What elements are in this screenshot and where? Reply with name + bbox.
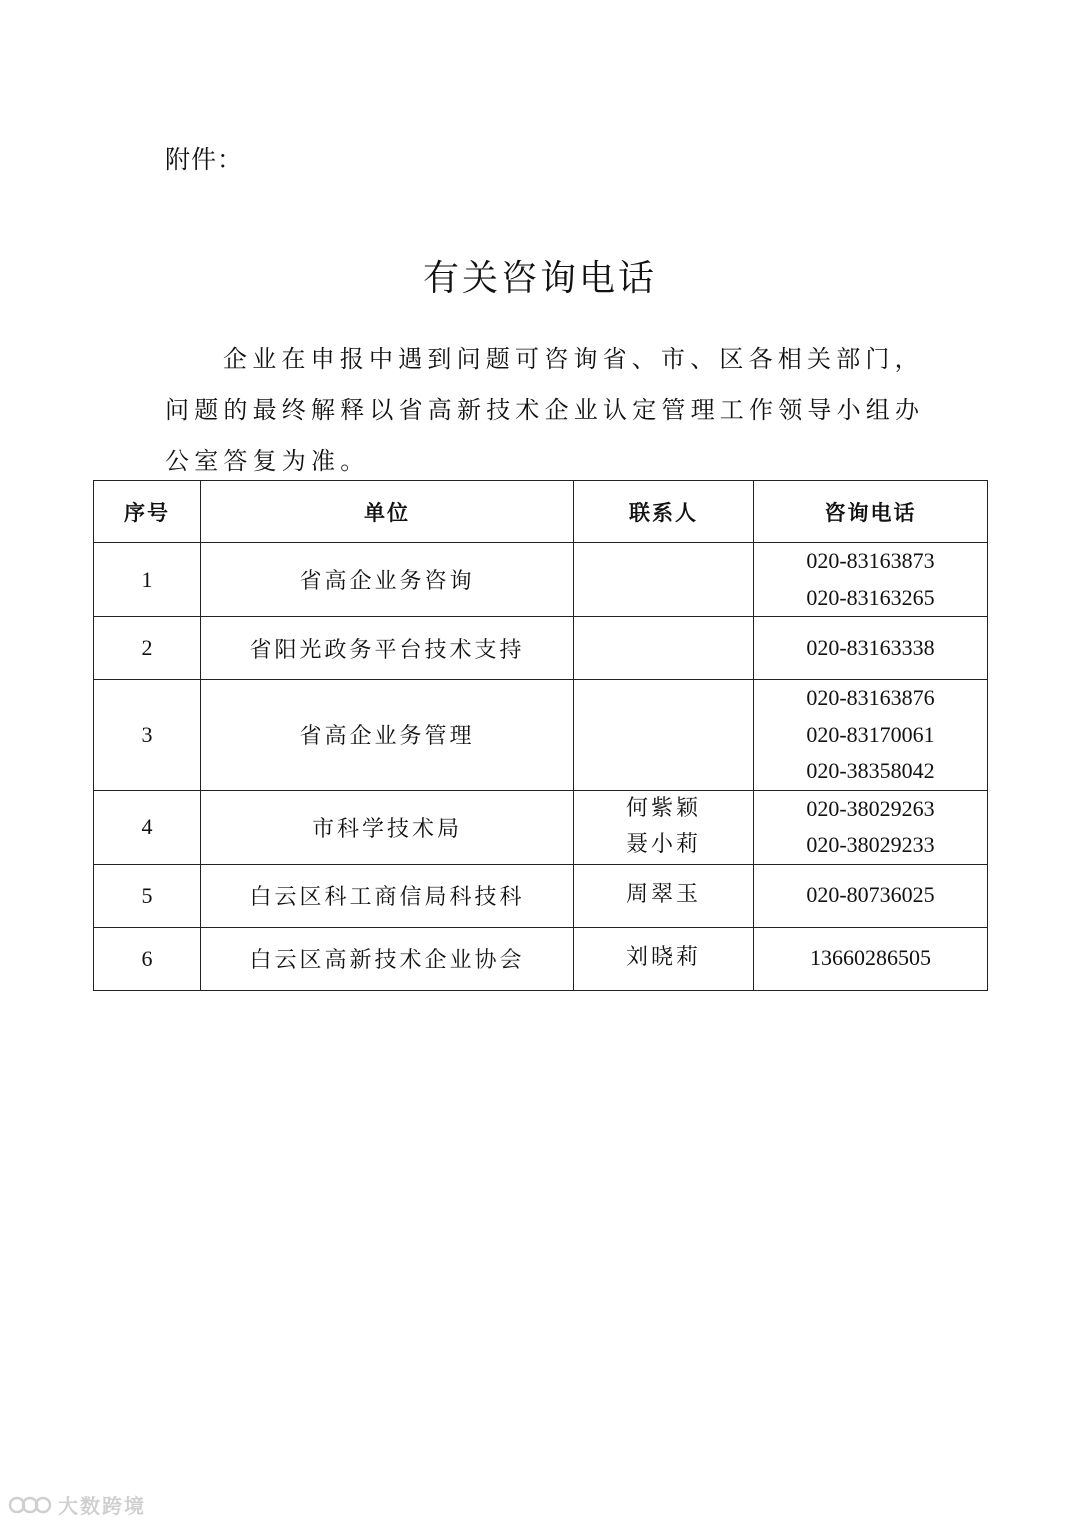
watermark-logo-icon	[8, 1494, 52, 1516]
row-number: 5	[94, 864, 201, 927]
phone-number: 020-38029263	[806, 795, 935, 821]
table-row	[94, 790, 988, 864]
row-number: 6	[94, 927, 201, 990]
phone-numbers	[754, 543, 988, 617]
table-row	[94, 864, 988, 927]
row-number: 1	[94, 543, 201, 617]
phone-number: 020-83163873	[806, 548, 935, 573]
contact-person	[574, 680, 754, 791]
contact-name: 聂小莉	[625, 832, 701, 857]
contact-name: 周翠玉	[625, 882, 701, 908]
unit-name: 市科学技术局	[201, 790, 574, 864]
phone-number: 020-83163265	[806, 584, 935, 610]
row-number: 4	[94, 790, 201, 864]
contact-person	[574, 927, 754, 990]
attachment-label: 附件：	[165, 145, 244, 174]
phone-number: 020-38358042	[806, 758, 935, 783]
phone-number: 13660286505	[810, 945, 931, 971]
contact-person	[574, 864, 754, 927]
contact-name: 刘晓莉	[625, 945, 701, 971]
header-no: 序号	[94, 481, 201, 543]
contact-person	[574, 790, 754, 864]
phone-numbers	[754, 617, 988, 680]
phone-numbers	[754, 864, 988, 927]
row-number: 2	[94, 617, 201, 680]
header-phone: 咨询电话	[754, 481, 988, 543]
unit-name: 省高企业务管理	[201, 680, 574, 791]
phone-number: 020-83163876	[806, 685, 935, 710]
contact-person	[574, 617, 754, 680]
row-number: 3	[94, 680, 201, 791]
header-unit: 单位	[201, 481, 574, 543]
phone-number: 020-80736025	[806, 882, 935, 908]
watermark-text: 大数跨境	[58, 1494, 146, 1518]
phone-numbers	[754, 790, 988, 864]
contact-table	[93, 480, 988, 991]
phone-number: 020-38029233	[806, 832, 935, 857]
contact-person	[574, 543, 754, 617]
table-row	[94, 927, 988, 990]
table-row	[94, 617, 988, 680]
phone-numbers	[754, 680, 988, 791]
table-header-row	[94, 481, 988, 543]
table-row	[94, 543, 988, 617]
table-row	[94, 680, 988, 791]
contact-name: 何紫颖	[625, 795, 701, 821]
unit-name: 白云区科工商信局科技科	[201, 864, 574, 927]
unit-name: 省阳光政务平台技术支持	[201, 617, 574, 680]
phone-number: 020-83170061	[806, 721, 935, 747]
watermark	[8, 1490, 146, 1519]
page-title: 有关咨询电话	[422, 258, 657, 299]
phone-number: 020-83163338	[806, 634, 935, 660]
intro-paragraph: 企业在申报中遇到问题可咨询省、市、区各相关部门，问题的最终解释以省高新技术企业认定管理工作领导小组办公室答复为准。	[165, 345, 925, 475]
unit-name: 白云区高新技术企业协会	[201, 927, 574, 990]
phone-numbers	[754, 927, 988, 990]
header-contact: 联系人	[574, 481, 754, 543]
unit-name: 省高企业务咨询	[201, 543, 574, 617]
